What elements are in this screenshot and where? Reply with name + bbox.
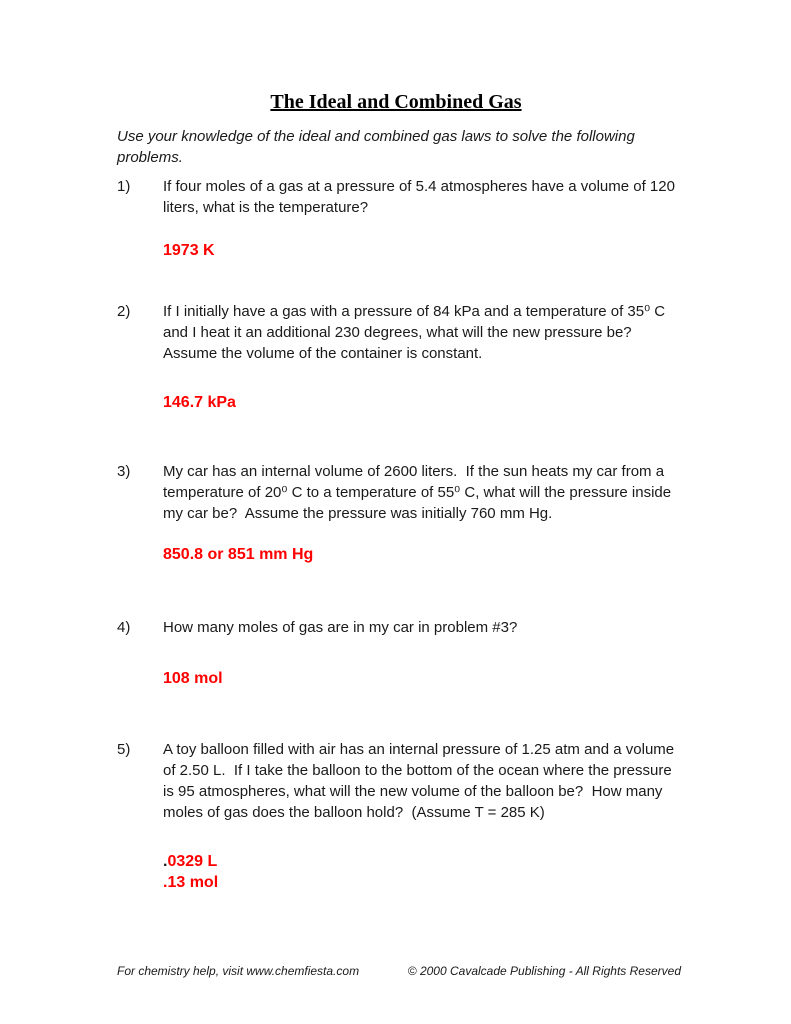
problem-3	[117, 461, 675, 565]
answer-decimal-prefix: .	[163, 853, 168, 870]
problem-5-answer-moles: .13 mol	[163, 874, 219, 891]
problem-1-answer: 1973 K	[163, 242, 215, 259]
problem-3-question	[117, 461, 675, 524]
problem-2-number: 2)	[117, 303, 131, 320]
problem-2-text: If I initially have a gas with a pressure of 84 kPa and a temperature of 35⁰ C and I heat it an additional 230 degrees, what will the new pressure be? Assume the volume of the container is constant.	[163, 303, 670, 362]
intro-text: Use your knowledge of the ideal and combined gas laws to solve the following problems.	[117, 128, 639, 166]
problem-4-number: 4)	[117, 619, 131, 636]
answer-volume-value: 0329 L	[167, 853, 218, 870]
problem-5-answers	[163, 851, 675, 893]
problem-4-answer: 108 mol	[163, 670, 223, 687]
footer-help-text: For chemistry help, visit www.chemfiesta.com	[117, 964, 360, 978]
problem-2-answer: 146.7 kPa	[163, 394, 236, 411]
problem-1	[117, 176, 680, 261]
problem-4-text: How many moles of gas are in my car in problem #3?	[163, 619, 518, 636]
problem-5	[117, 739, 679, 893]
problem-1-question	[117, 176, 680, 218]
problem-3-answer: 850.8 or 851 mm Hg	[163, 546, 314, 563]
page-footer	[117, 964, 681, 978]
problem-4	[117, 617, 675, 689]
problem-1-text: If four moles of a gas at a pressure of 5.4 atmospheres have a volume of 120 liters, what is the temperature?	[163, 178, 680, 216]
footer-copyright-text: © 2000 Cavalcade Publishing - All Rights Reserved	[407, 964, 681, 978]
problem-4-question	[117, 617, 675, 638]
problem-5-number: 5)	[117, 741, 131, 758]
problem-1-number: 1)	[117, 178, 131, 195]
problem-3-text: My car has an internal volume of 2600 liters. If the sun heats my car from a temperature of 20⁰ C to a temperature of 55⁰ C, what will the pressure inside my car be? Assume the pressure was initially 760 mm Hg.	[163, 463, 676, 522]
problem-2-question	[117, 301, 675, 364]
problem-5-question	[117, 739, 679, 823]
page-title: The Ideal and Combined Gas	[270, 91, 522, 113]
problem-2	[117, 301, 675, 413]
problem-5-text: A toy balloon filled with air has an internal pressure of 1.25 atm and a volume of 2.50 L. If I take the balloon to the bottom of the ocean where the pressure is 95 atmospheres, what will the new volume of the balloon be? How many moles of gas does the balloon hold? (Assume T = 285 K)	[163, 741, 679, 821]
problem-5-answer-volume	[163, 851, 675, 872]
problem-3-number: 3)	[117, 463, 131, 480]
